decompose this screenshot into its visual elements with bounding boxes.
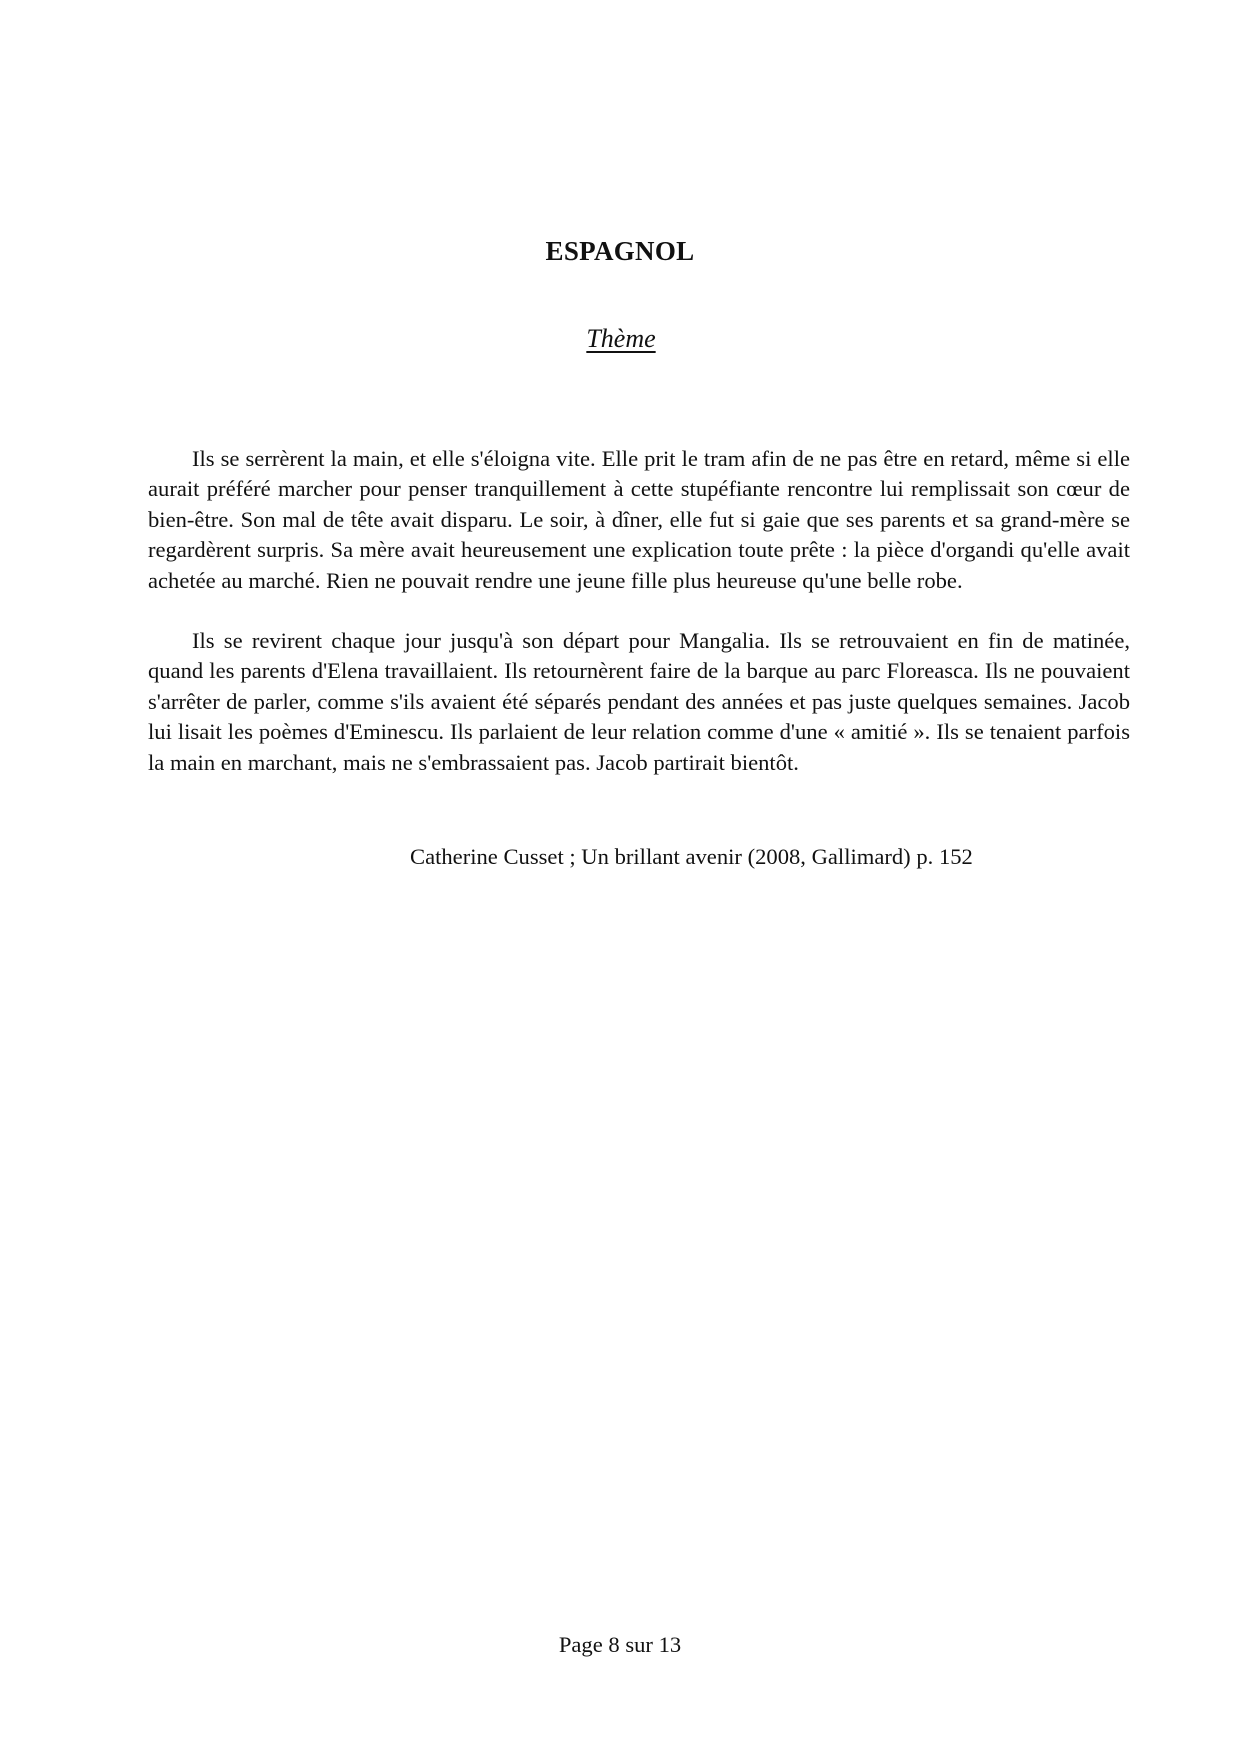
passage-text	[148, 444, 1130, 778]
paragraph-2: Ils se revirent chaque jour jusqu'à son départ pour Mangalia. Ils se retrouvaient en fin de matinée, quand les parents d'Elena travaillaient. Ils retournèrent faire de la barque au parc Floreasca. Ils ne pouvaient s'arrêter de parler, comme s'ils avaient été séparés pendant des années et pas juste quelques semaines. Jacob lui lisait les poèmes d'Eminescu. Ils parlaient de leur relation comme d'une « amitié ». Ils se tenaient parfois la main en marchant, mais ne s'embrassaient pas. Jacob partirait bientôt.	[148, 628, 1130, 775]
page-title: ESPAGNOL	[545, 236, 695, 266]
paragraph-1: Ils se serrèrent la main, et elle s'éloigna vite. Elle prit le tram afin de ne pas être en retard, même si elle aurait préféré marcher pour penser tranquillement à cette stupéfiante rencontre lui remplissait son cœur de bien-être. Son mal de tête avait disparu. Le soir, à dîner, elle fut si gaie que ses parents et sa grand-mère se regardèrent surpris. Sa mère avait heureusement une explication toute prête : la pièce d'organdi qu'elle avait achetée au marché. Rien ne pouvait rendre une jeune fille plus heureuse qu'une belle robe.	[148, 446, 1130, 593]
section-subtitle-text: Thème	[586, 324, 656, 353]
source-citation-text: Catherine Cusset ; Un brillant avenir (2008, Gallimard) p. 152	[410, 844, 973, 869]
page-number: Page 8 sur 13	[558, 1632, 682, 1657]
section-subtitle	[0, 324, 1240, 354]
